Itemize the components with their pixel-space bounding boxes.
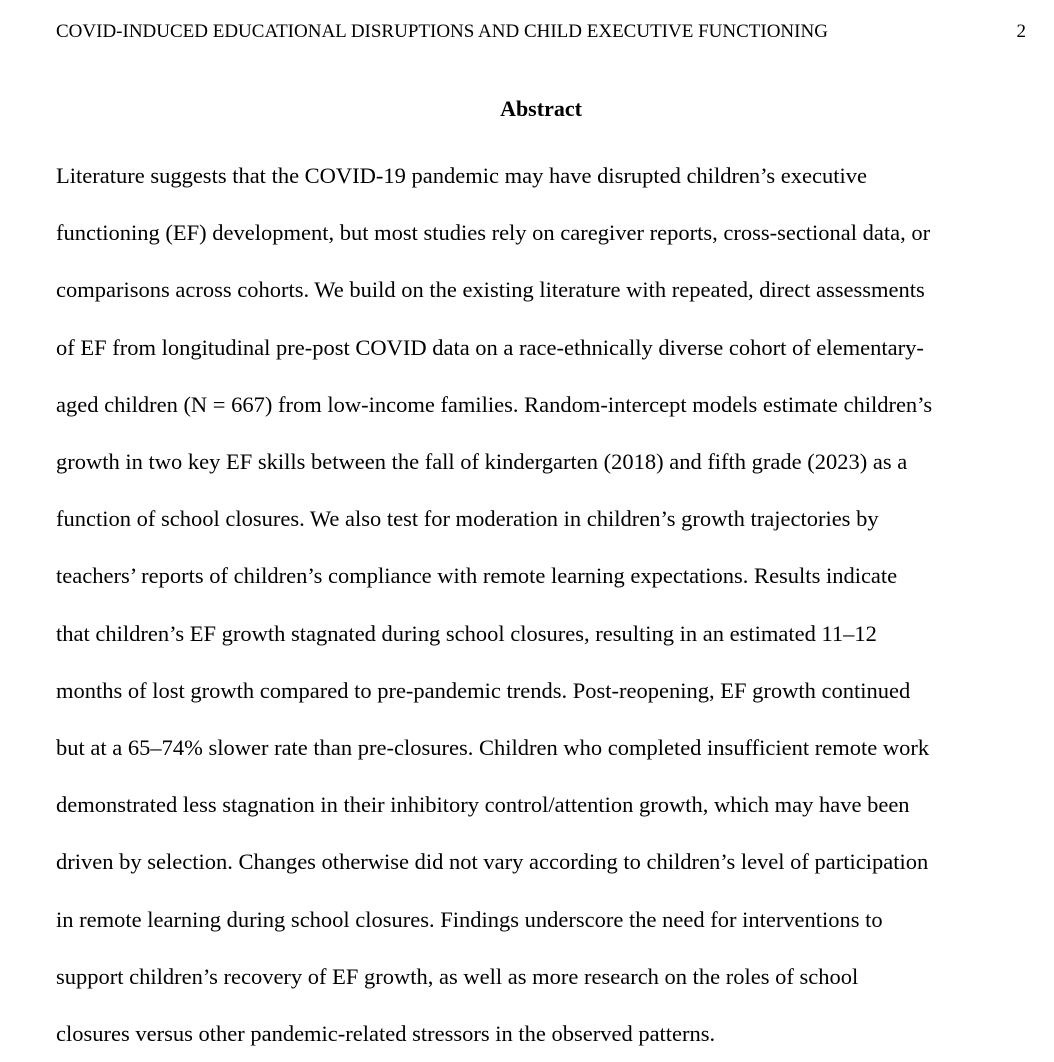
abstract-line: driven by selection. Changes otherwise did not vary according to children’s level of participation [56, 849, 929, 875]
abstract-line: closures versus other pandemic-related stressors in the observed patterns. [56, 1021, 716, 1047]
abstract-line: Literature suggests that the COVID-19 pandemic may have disrupted children’s executive [56, 163, 867, 188]
abstract-line: months of lost growth compared to pre-pandemic trends. Post-reopening, EF growth continued [56, 677, 911, 703]
abstract-line: demonstrated less stagnation in their inhibitory control/attention growth, which may have been [56, 792, 910, 818]
running-head-title: COVID-INDUCED EDUCATIONAL DISRUPTIONS AND CHILD EXECUTIVE FUNCTIONING [56, 21, 828, 42]
abstract-line: function of school closures. We also test for moderation in children’s growth trajectories by [56, 506, 879, 532]
abstract-line: support children’s recovery of EF growth, as well as more research on the roles of school [56, 963, 859, 989]
abstract-line: but at a 65–74% slower rate than pre-closures. Children who completed insufficient remote work [56, 735, 930, 761]
abstract-line: of EF from longitudinal pre-post COVID data on a race-ethnically diverse cohort of elementary- [56, 334, 924, 360]
page-number: 2 [1016, 21, 1026, 42]
abstract-line: comparisons across cohorts. We build on the existing literature with repeated, direct assessments [56, 277, 925, 303]
abstract-line: aged children (N = 667) from low-income families. Random-intercept models estimate children’s [56, 391, 933, 417]
running-head [56, 19, 1030, 45]
abstract-heading: Abstract [500, 96, 582, 121]
abstract-line: growth in two key EF skills between the fall of kindergarten (2018) and fifth grade (2023) as a [56, 449, 908, 475]
abstract-line: functioning (EF) development, but most studies rely on caregiver reports, cross-sectional data, or [56, 220, 931, 246]
abstract-line: that children’s EF growth stagnated during school closures, resulting in an estimated 11–12 [56, 620, 877, 646]
abstract-body [56, 147, 1041, 1062]
abstract-line: teachers’ reports of children’s compliance with remote learning expectations. Results indicate [56, 563, 898, 589]
abstract-line: in remote learning during school closures. Findings underscore the need for interventions to [56, 906, 883, 932]
